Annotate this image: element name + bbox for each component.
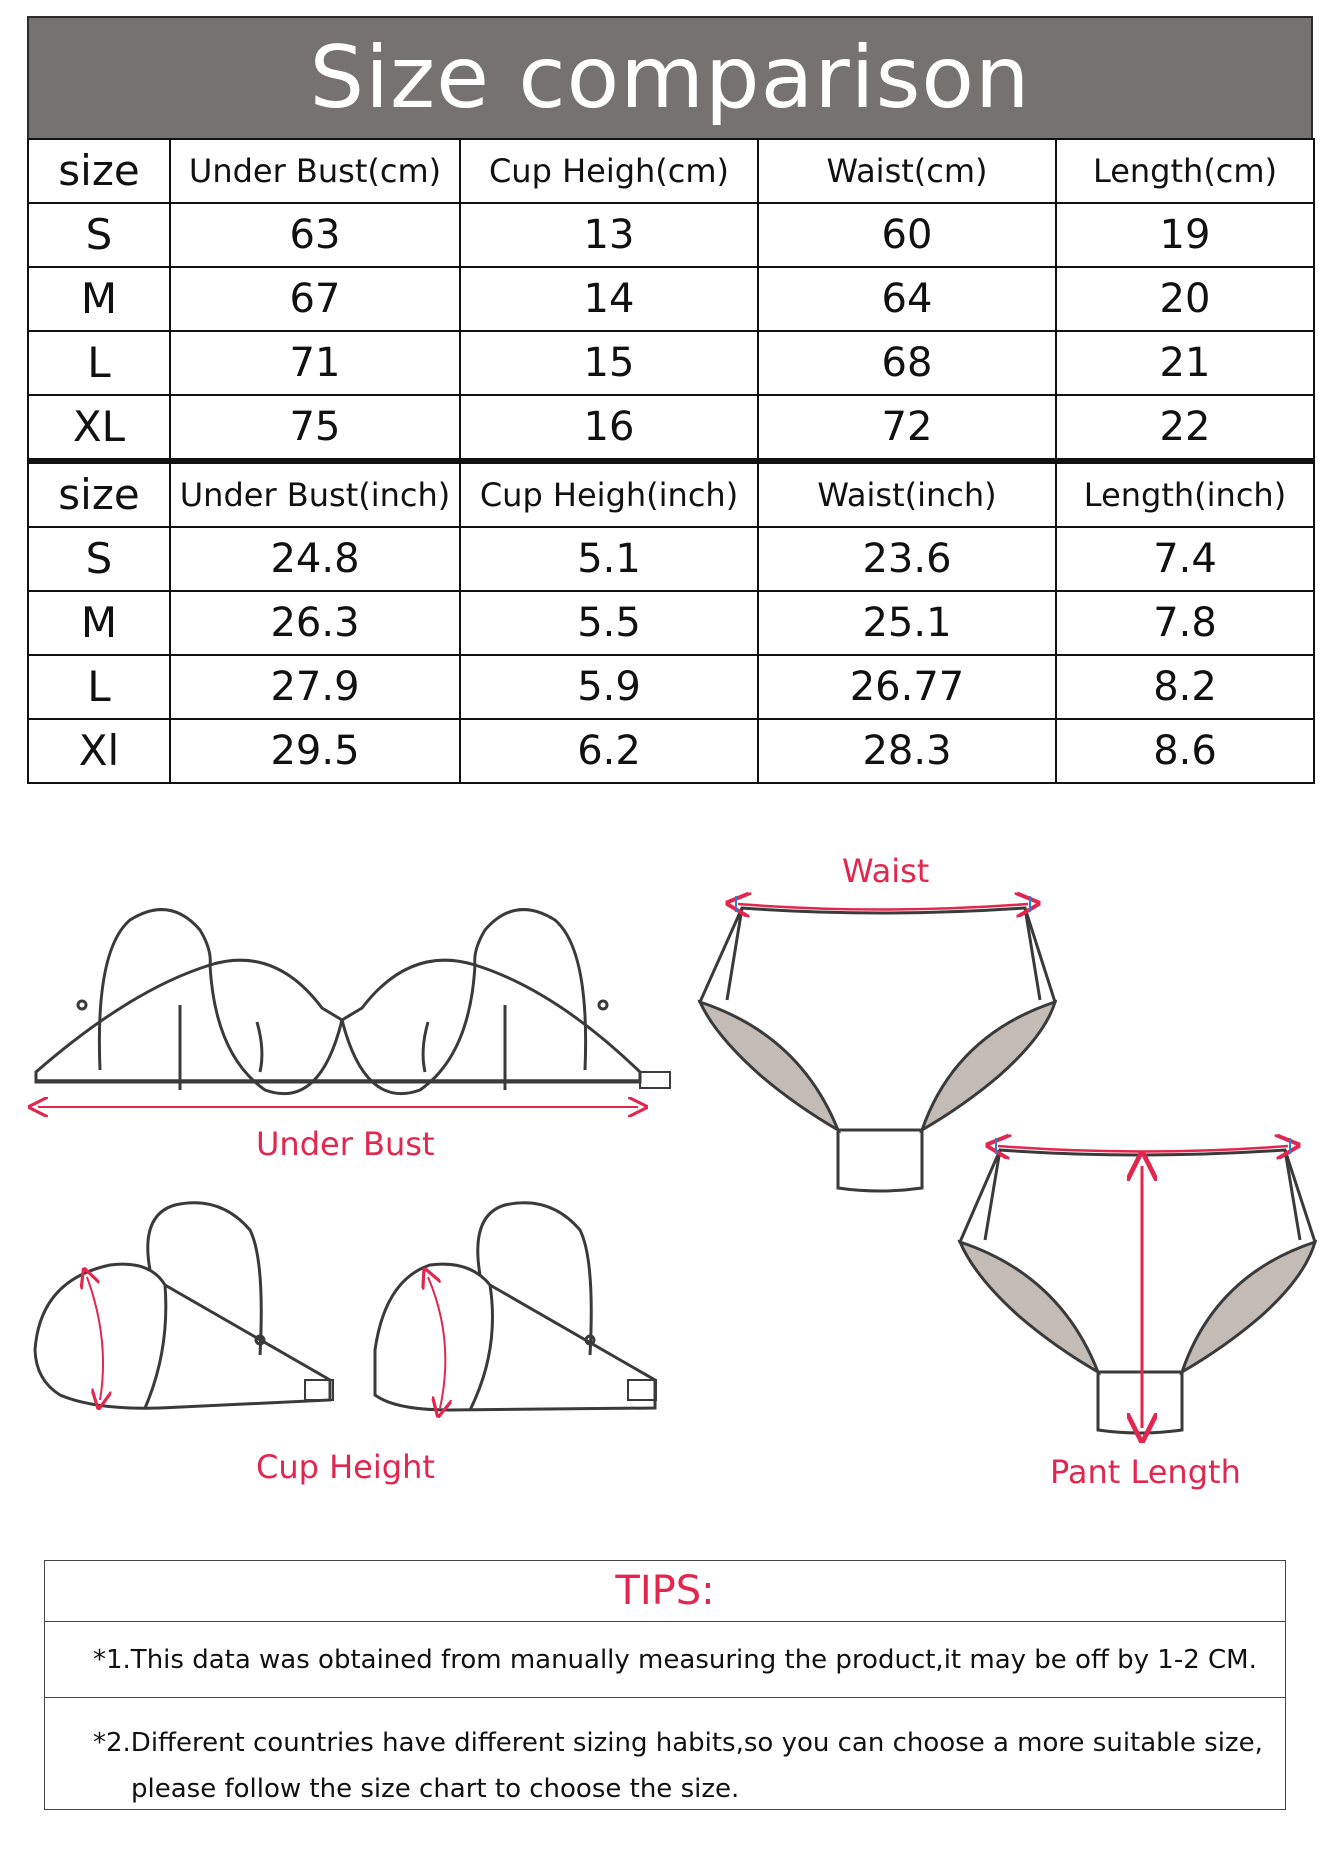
size-label: S <box>28 203 170 267</box>
pant-waist-arrow <box>998 1146 1288 1152</box>
header-cell: Under Bust(cm) <box>170 139 460 203</box>
table-cell: 26.3 <box>170 591 460 655</box>
table-row <box>28 527 1314 591</box>
table-cell: 25.1 <box>758 591 1056 655</box>
header-cell: size <box>28 139 170 203</box>
table-cell: 71 <box>170 331 460 395</box>
table-row <box>28 395 1314 461</box>
table-cell: 22 <box>1056 395 1314 461</box>
table-cell: 21 <box>1056 331 1314 395</box>
size-label: M <box>28 267 170 331</box>
table-cell: 64 <box>758 267 1056 331</box>
table-cell: 68 <box>758 331 1056 395</box>
table-row <box>28 591 1314 655</box>
table-cell: 6.2 <box>460 719 758 783</box>
size-label: L <box>28 655 170 719</box>
table-row <box>28 203 1314 267</box>
table-cell: 7.8 <box>1056 591 1314 655</box>
table-cell: 29.5 <box>170 719 460 783</box>
header-cell: Cup Heigh(cm) <box>460 139 758 203</box>
table-cell: 67 <box>170 267 460 331</box>
diagram-illustrations <box>0 810 1340 1510</box>
page-title: Size comparison <box>309 28 1031 128</box>
table-cell: 8.2 <box>1056 655 1314 719</box>
header-cell: Cup Heigh(inch) <box>460 461 758 527</box>
table-row <box>28 719 1314 783</box>
bra-front-illustration <box>36 910 670 1094</box>
header-cell: Waist(cm) <box>758 139 1056 203</box>
table-cell: 7.4 <box>1056 527 1314 591</box>
size-chart <box>27 16 1313 784</box>
header-cell: Length(cm) <box>1056 139 1314 203</box>
size-label: Xl <box>28 719 170 783</box>
table-cell: 23.6 <box>758 527 1056 591</box>
table-row <box>28 655 1314 719</box>
header-cell: Under Bust(inch) <box>170 461 460 527</box>
table-cell: 63 <box>170 203 460 267</box>
tips-box <box>44 1560 1286 1810</box>
table-cell: 5.5 <box>460 591 758 655</box>
size-label: M <box>28 591 170 655</box>
under-bust-label: Under Bust <box>256 1125 435 1163</box>
size-label: XL <box>28 395 170 461</box>
panty-illustration-top <box>700 908 1055 1191</box>
bra-side-illustration-left <box>35 1203 333 1408</box>
table-cell: 5.9 <box>460 655 758 719</box>
title-bar <box>27 16 1313 138</box>
table-cell: 72 <box>758 395 1056 461</box>
table-cell: 8.6 <box>1056 719 1314 783</box>
header-cell: Waist(inch) <box>758 461 1056 527</box>
size-label: L <box>28 331 170 395</box>
table-cell: 13 <box>460 203 758 267</box>
table-cell: 20 <box>1056 267 1314 331</box>
table-row <box>28 267 1314 331</box>
table-cell: 27.9 <box>170 655 460 719</box>
size-table <box>27 138 1315 784</box>
table-cell: 26.77 <box>758 655 1056 719</box>
waist-label: Waist <box>842 852 930 890</box>
table-cell: 75 <box>170 395 460 461</box>
cup-height-label: Cup Height <box>256 1448 435 1486</box>
header-cell: Length(inch) <box>1056 461 1314 527</box>
table-cell: 5.1 <box>460 527 758 591</box>
tip-item-2 <box>44 1698 1286 1810</box>
table-cell: 19 <box>1056 203 1314 267</box>
table-cell: 24.8 <box>170 527 460 591</box>
bra-side-illustration-right <box>375 1203 656 1410</box>
table-cell: 15 <box>460 331 758 395</box>
cm-header-row <box>28 139 1314 203</box>
panty-illustration-bottom <box>960 1150 1315 1433</box>
table-cell: 60 <box>758 203 1056 267</box>
tip-2-line-2: please follow the size chart to choose the size. <box>131 1774 740 1804</box>
tips-title: TIPS: <box>44 1560 1286 1622</box>
table-row <box>28 331 1314 395</box>
table-cell: 16 <box>460 395 758 461</box>
pant-length-label: Pant Length <box>1050 1453 1241 1491</box>
table-cell: 14 <box>460 267 758 331</box>
tip-item-1: *1.This data was obtained from manually measuring the product,it may be off by 1-2 CM. <box>44 1622 1286 1698</box>
header-cell: size <box>28 461 170 527</box>
table-cell: 28.3 <box>758 719 1056 783</box>
inch-header-row <box>28 461 1314 527</box>
tip-2-line-1: *2.Different countries have different sizing habits,so you can choose a more suitable size, <box>93 1728 1263 1758</box>
measurement-diagrams <box>0 810 1340 1510</box>
size-label: S <box>28 527 170 591</box>
waist-arrow <box>738 904 1028 910</box>
